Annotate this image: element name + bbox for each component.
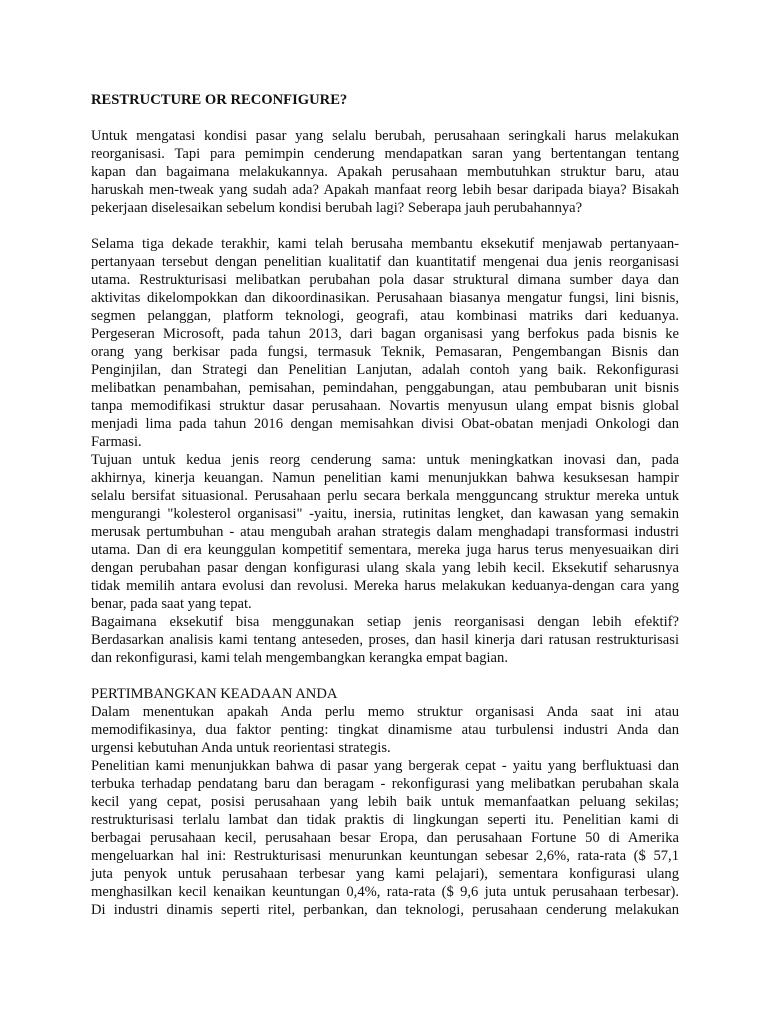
text-line: pertanyaan tersebut dengan penelitian kualitatif dan kuantitatif mengenai dua jenis reorganisasi [91,254,679,270]
text-line: Penginjilan, dan Strategi dan Penelitian Lanjutan, adalah contoh yang baik. Rekonfigurasi [91,362,679,378]
paragraph-intro [91,127,679,217]
text-line: mengurangi "kolesterol organisasi" -yaitu, inersia, rutinitas lengket, dan kawasan yang semakin [91,506,679,522]
text-line: benar, pada saat yang tepat. [91,596,252,612]
text-line: berbagai perusahaan kecil, perusahaan besar Eropa, dan perusahaan Fortune 50 di Amerika [91,830,679,846]
spacer [91,109,679,127]
text-line: orang yang berkisar pada fungsi, termasuk Teknik, Pemasaran, Pengembangan Bisnis dan [91,344,679,360]
text-line: mengeluarkan hal ini: Restrukturisasi menurunkan keuntungan sebesar 2,6%, rata-rata ($ 57,1 [91,848,679,864]
text-line: menghasilkan kecil kenaikan keuntungan 0,4%, rata-rata ($ 9,6 juta untuk perusahaan terbesar). [91,884,679,900]
text-line: menjadi lima pada tahun 2016 dengan memisahkan divisi Obat-obatan menjadi Onkologi dan [91,416,679,432]
text-line: Di industri dinamis seperti ritel, perbankan, dan teknologi, perusahaan cenderung melakukan [91,902,679,918]
text-line: haruskah men-tweak yang sudah ada? Apakah manfaat reorg lebih besar daripada biaya? Bisakah [91,182,679,198]
text-line: Farmasi. [91,434,142,450]
text-line: juta penyok untuk perusahaan terbesar yang kami pelajari), sementara konfigurasi ulang [91,866,679,882]
section-heading: PERTIMBANGKAN KEADAAN ANDA [91,686,338,702]
text-line: Dalam menentukan apakah Anda perlu memo struktur organisasi Anda saat ini atau [91,704,679,720]
text-line: segmen pelanggan, platform teknologi, geografi, atau kombinasi matriks dari keduanya. [91,308,679,324]
text-line: reorganisasi. Tapi para pemimpin cenderung mendapatkan saran yang bertentangan tentang [91,146,679,162]
text-line: tanpa memodifikasi struktur dasar perusahaan. Novartis menyusun ulang empat bisnis global [91,398,679,414]
document-page [91,91,679,919]
text-line: Penelitian kami menunjukkan bahwa di pasar yang bergerak cepat - yaitu yang berfluktuasi dan [91,758,679,774]
text-line: utama. Restrukturisasi melibatkan perubahan pola dasar struktural dimana sumber daya dan [91,272,679,288]
text-line: akhirnya, kinerja keuangan. Namun penelitian kami menunjukkan bahwa kesuksesan hampir [91,470,679,486]
text-line: kecil yang cepat, posisi perusahaan yang lebih baik untuk memanfaatkan peluang sekilas; [91,794,679,810]
text-line: pekerjaan diselesaikan sebelum kondisi berubah lagi? Seberapa jauh perubahannya? [91,200,583,216]
text-line: selalu bersifat situasional. Perusahaan perlu secara berkala mengguncang struktur mereka untuk [91,488,679,504]
text-line: Tujuan untuk kedua jenis reorg cenderung sama: untuk meningkatkan inovasi dan, pada [91,452,679,468]
text-line: Bagaimana eksekutif bisa menggunakan setiap jenis reorganisasi dengan lebih efektif? [91,614,679,630]
spacer [91,217,679,235]
text-line: memodifikasinya, dua faktor penting: tingkat dinamisme atau turbulensi industri Anda dan [91,722,679,738]
text-line: melibatkan penambahan, pemisahan, pemindahan, penggabungan, atau pembubaran unit bisnis [91,380,679,396]
document-title: RESTRUCTURE OR RECONFIGURE? [91,92,348,108]
text-line: merusak pertumbuhan - atau mengubah arahan strategis dalam menghadapi transformasi industri [91,524,679,540]
text-line: dengan perubahan pasar dengan konfigurasi ulang skala yang lebih kecil. Eksekutif seharusnya [91,560,679,576]
text-line: urgensi kebutuhan Anda untuk reorientasi strategis. [91,740,391,756]
paragraph-body [91,235,679,667]
text-line: kapan dan bagaimana melakukannya. Apakah perusahaan membutuhkan struktur baru, atau [91,164,679,180]
spacer [91,667,679,685]
text-line: terbuka terhadap pendatang baru dan beragam - rekonfigurasi yang melibatkan perubahan skala [91,776,679,792]
text-line: restrukturisasi terlalu lambat dan tidak praktis di lingkungan seperti itu. Penelitian kami di [91,812,679,828]
text-line: dan rekonfigurasi, kami telah mengembangkan kerangka empat bagian. [91,650,508,666]
text-line: Berdasarkan analisis kami tentang anteseden, proses, dan hasil kinerja dari ratusan restrukturisasi [91,632,679,648]
text-line: tidak memilih antara evolusi dan revolusi. Mereka harus melakukan keduanya-dengan cara yang [91,578,679,594]
text-line: utama. Dan di era keunggulan kompetitif sementara, mereka juga harus terus menyesuaikan diri [91,542,679,558]
text-line: Untuk mengatasi kondisi pasar yang selalu berubah, perusahaan seringkali harus melakukan [91,128,679,144]
text-line: Pergeseran Microsoft, pada tahun 2013, dari bagan organisasi yang berfokus pada bisnis ke [91,326,679,342]
paragraph-section [91,703,679,919]
text-line: aktivitas dikelompokkan dan dikoordinasikan. Perusahaan biasanya mengatur fungsi, lini bisnis, [91,290,679,306]
text-line: Selama tiga dekade terakhir, kami telah berusaha membantu eksekutif menjawab pertanyaan- [91,236,679,252]
